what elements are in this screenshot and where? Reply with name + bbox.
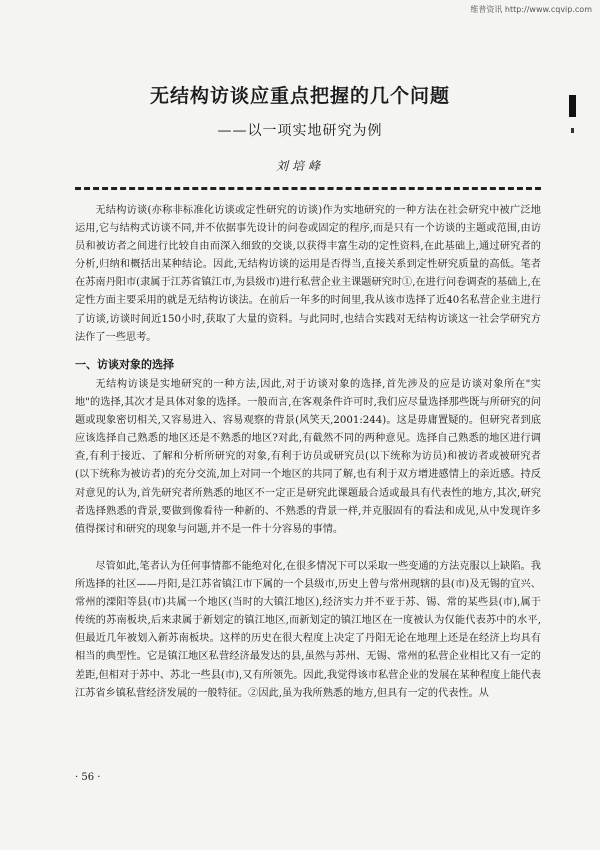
article-title: 无结构访谈应重点把握的几个问题	[149, 85, 450, 107]
body-paragraph-2: 尽管如此,笔者认为任何事情都不能绝对化,在很多情况下可以采取一些变通的方法克服以上缺陷。我所选择的社区——丹阳,是江苏省镇江市下属的一个县级市,历史上曾与常州现辖的县(市)及无锡的宜兴、常州的溧阳等县(市)共属一个地区(当时的大镇江地区),经济实力并不亚于苏、锡、常的某些县(市),属于传统的苏南板块,后来隶属于新划定的镇江地区,而新划定的镇江地区在一度被认为仅能代表苏中的水平,但最近几年被划入新苏南板块。这样的历史在很大程度上决定了丹阳无论在地理上还是在经济上均具有相当的典型性。它是镇江地区私营经济最发达的县,虽然与苏州、无锡、常州的私营企业相比又有一定的差距,但相对于苏中、苏北一些县(市),又有所领先。因此,我觉得该市私营企业的发展在某种程度上能代表江苏省乡镇私营经济发展的一般特征。②因此,虽为我所熟悉的地方,但具有一定的代表性。从	[75, 561, 541, 699]
watermark: 维普资讯 http://www.cqvip.com	[470, 5, 592, 14]
body-paragraph-1: 无结构访谈是实地研究的一种方法,因此,对于访谈对象的选择,首先涉及的应是访谈对象所在"实地"的选择,其次才是具体对象的选择。一般而言,在客观条件许可时,我们应尽量选择那些既与所研究的问题或现象密切相关,又容易进入、容易观察的背景(风笑天,2001:244)。这是毋庸置疑的。但研究者到底应该选择自己熟悉的地区还是不熟悉的地区?对此,有截然不同的两种意见。选择自己熟悉的地区进行调查,有利于接近、了解和分析所研究的对象,有利于访员或研究员(以下统称为访员)和被访者或被研究者(以下统称为被访者)的充分交流,加上对同一个地区的共同了解,也有利于双方增进感情上的亲近感。持反对意见的认为,首先研究者所熟悉的地区不一定正是研究此课题最合适或最具有代表性的地方,其次,研究者选择熟悉的背景,要做到像看待一种新的、不熟悉的背景一样,并克服固有的看法和成见,从中发现许多值得探讨和研究的现象与问题,并不是一件十分容易的事情。	[75, 379, 541, 535]
author-name: 刘培峰	[275, 159, 324, 173]
article-subtitle: ——以一项实地研究为例	[217, 123, 383, 139]
page-number: · 56 ·	[75, 772, 101, 783]
intro-paragraph: 无结构访谈(亦称非标准化访谈或定性研究的访谈)作为实地研究的一种方法在社会研究中被广泛地运用,它与结构式访谈不同,并不依据事先设计的问卷或固定的程序,而是只有一个访谈的主题或范围,由访员和被访者之间进行比较自由而深入细致的交谈,以获得丰富生动的定性资料,在此基础上,通过研究者的分析,归纳和概括出某种结论。因此,无结构访谈的运用是否得当,直接关系到定性研究质量的高低。笔者在苏南丹阳市(隶属于江苏省镇江市,为县级市)进行私营企业主课题研究时①,在进行问卷调查的基础上,在定性方面主要采用的就是无结构访谈法。在前后一年多的时间里,我从该市选择了近40名私营企业主进行了访谈,访谈时间近150小时,获取了大量的资料。与此同时,也结合实践对无结构访谈这一社会学研究方法作了一些思考。	[75, 205, 541, 343]
section-heading: 一、访谈对象的选择	[75, 358, 174, 371]
separator-rule	[75, 187, 541, 190]
